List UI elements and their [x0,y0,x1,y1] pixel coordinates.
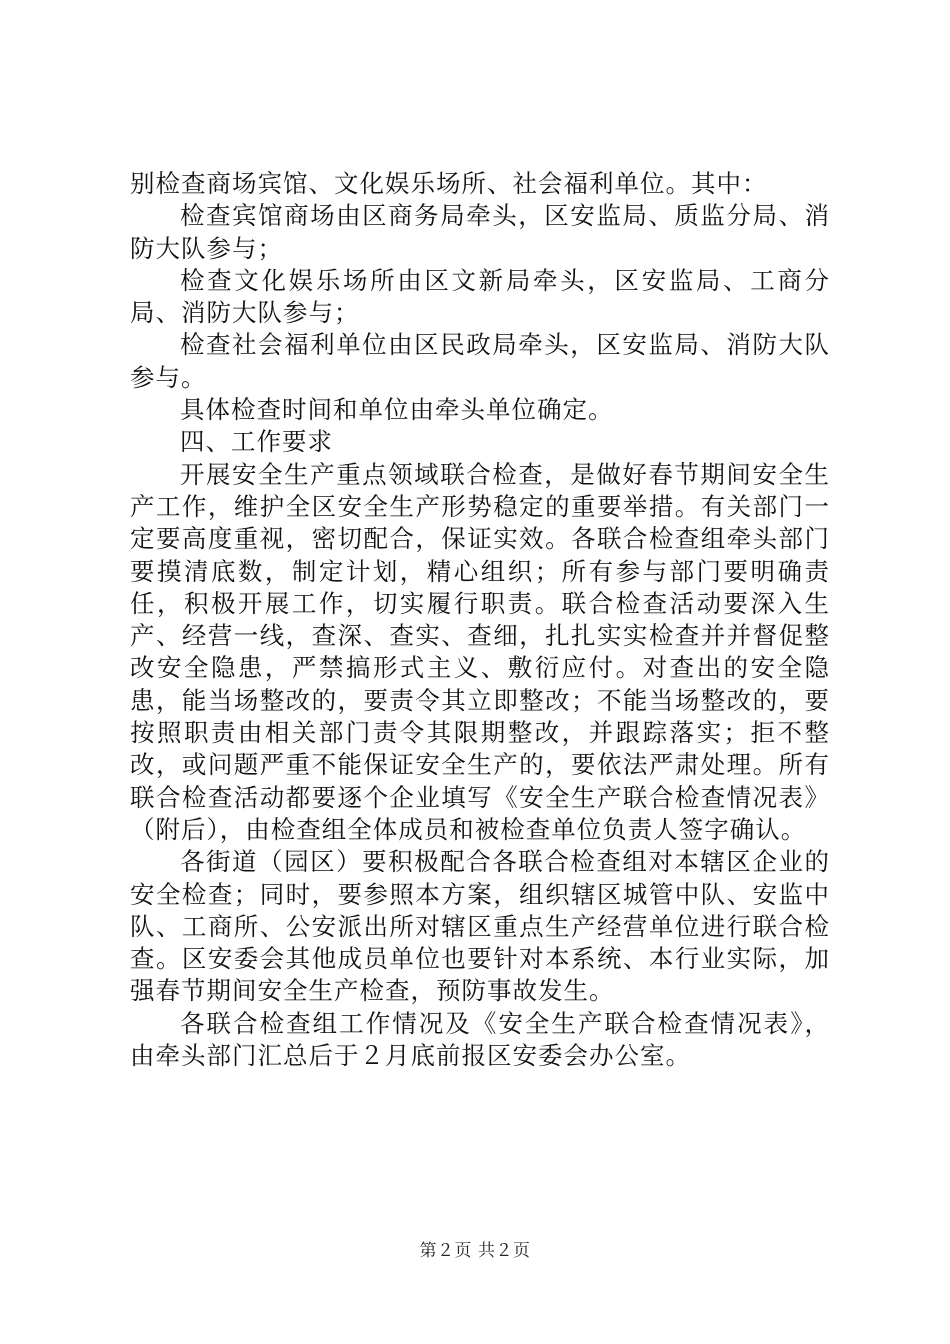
paragraph-welfare-units: 检查社会福利单位由区民政局牵头，区安监局、消防大队参与。 [130,330,830,392]
paragraph-schedule: 具体检查时间和单位由牵头单位确定。 [180,395,614,425]
paragraph-joint-inspection: 开展安全生产重点领域联合检查，是做好春节期间安全生产工作，维护全区安全生产形势稳定的重要举措。有关部门一定要高度重视，密切配合，保证实效。各联合检查组牵头部门要摸清底数，制定计划，精心组织；所有参与部门要明确责任，积极开展工作，切实履行职责。联合检查活动要深入生产、经营一线，查深、查实、查细，扎扎实实检查并并督促整改安全隐患，严禁搞形式主义、敷衍应付。对查出的安全隐患，能当场整改的，要责令其立即整改；不能当场整改的，要按照职责由相关部门责令其限期整改，并跟踪落实；拒不整改，或问题严重不能保证安全生产的，要依法严肃处理。所有联合检查活动都要逐个企业填写《安全生产联合检查情况表》（附后），由检查组全体成员和被检查单位负责人签字确认。 [130,459,830,844]
document-body [130,168,830,1072]
paragraph-streets-parks: 各街道（园区）要积极配合各联合检查组对本辖区企业的安全检查；同时，要参照本方案，组织辖区城管中队、安监中队、工商所、公安派出所对辖区重点生产经营单位进行联合检查。区安委会其他成员单位也要针对本系统、本行业实际，加强春节期间安全生产检查，预防事故发生。 [130,847,830,1006]
paragraph-continuation: 别检查商场宾馆、文化娱乐场所、社会福利单位。其中： [130,169,768,198]
page-number: 第２页 共２页 [419,1241,531,1261]
paragraph-reporting: 各联合检查组工作情况及《安全生产联合检查情况表》，由牵头部门汇总后于２月底前报区安委会办公室。 [130,1008,830,1071]
section-heading-work-requirements: 四、工作要求 [180,427,333,457]
paragraph-hotels-malls: 检查宾馆商场由区商务局牵头，区安监局、质监分局、消防大队参与； [130,201,830,263]
page-footer [0,1236,950,1261]
paragraph-entertainment-venues: 检查文化娱乐场所由区文新局牵头，区安监局、工商分局、消防大队参与； [130,265,830,328]
